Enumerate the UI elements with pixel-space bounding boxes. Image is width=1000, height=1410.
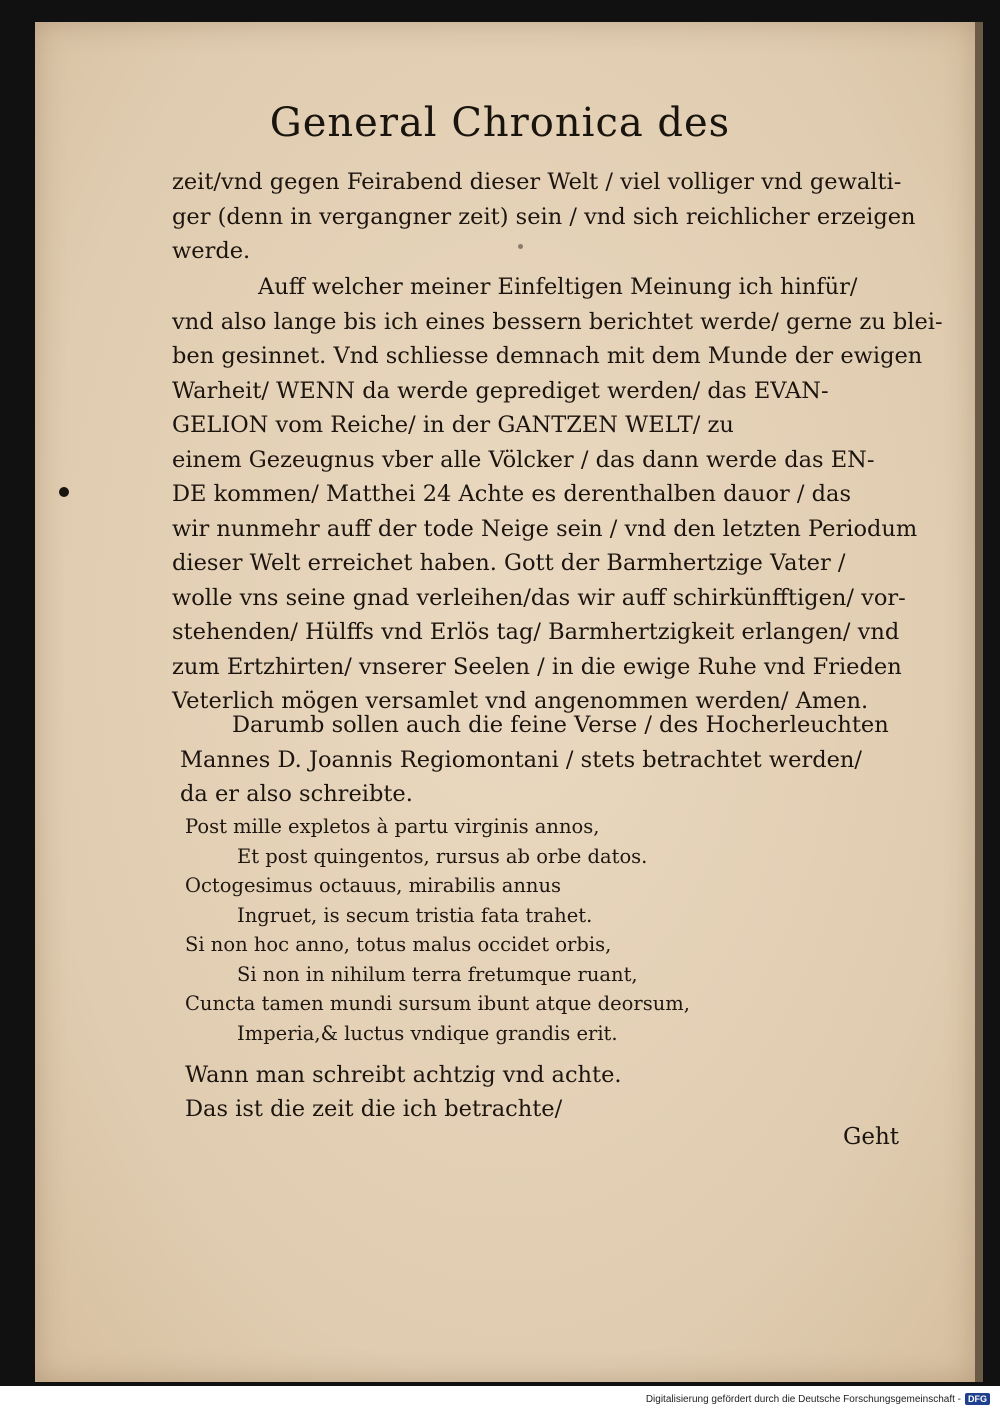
catchword: Geht — [843, 1124, 900, 1150]
text-line: Darumb sollen auch die feine Verse / des Hocherleuchten — [232, 712, 889, 738]
verse-line: Post mille expletos à partu virginis annos, — [185, 815, 600, 838]
text-line: vnd also lange bis ich eines bessern berichtet werde/ gerne zu blei- — [172, 308, 943, 335]
verse-line: Si non in nihilum terra fretumque ruant, — [237, 962, 638, 986]
text-line: Auff welcher meiner Einfeltigen Meinung ich hinfür/ — [258, 274, 858, 300]
text-line: Veterlich mögen versamlet vnd angenommen werden/ Amen. — [172, 688, 869, 714]
text-line: ger (denn in vergangner zeit) sein / vnd sich reichlicher erzeigen — [172, 203, 916, 230]
text-line: wir nunmehr auff der tode Neige sein / vnd den letzten Periodum — [172, 515, 918, 542]
verse-line: Si non hoc anno, totus malus occidet orbis, — [185, 933, 612, 956]
text-line: GELION vom Reiche/ in der GANTZEN WELT/ zu — [172, 412, 734, 438]
text-line: Warheit/ WENN da werde geprediget werden/ das EVAN- — [172, 377, 829, 404]
text-line: einem Gezeugnus vber alle Völcker / das dann werde das EN- — [172, 446, 875, 473]
binding-hole — [59, 487, 69, 497]
footer-text: Digitalisierung gefördert durch die Deutsche Forschungsgemeinschaft - — [645, 1393, 961, 1405]
text-line: zeit/vnd gegen Feirabend dieser Welt / viel volliger vnd gewalti- — [172, 169, 902, 195]
text-line: DE kommen/ Matthei 24 Achte es derenthalben dauor / das — [172, 481, 851, 507]
verse-line: Octogesimus octauus, mirabilis annus — [185, 874, 562, 897]
text-line: da er also schreibte. — [180, 781, 413, 807]
verse-line: Ingruet, is secum tristia fata trahet. — [237, 903, 593, 927]
paragraph-2 — [172, 270, 943, 719]
text-line: wolle vns seine gnad verleihen/das wir auff schirkünfftigen/ vor- — [172, 584, 906, 611]
running-header: General Chronica des — [269, 100, 731, 146]
page-edge — [975, 22, 983, 1382]
text-line: ben gesinnet. Vnd schliesse demnach mit dem Munde der ewigen — [172, 343, 923, 369]
text-line: zum Ertzhirten/ vnserer Seelen / in die ewige Ruhe vnd Frieden — [172, 653, 902, 680]
verse-line: Imperia,& luctus vndique grandis erit. — [237, 1021, 618, 1045]
text-line: Das ist die zeit die ich betrachte/ — [185, 1096, 563, 1122]
dfg-logo-icon[interactable]: DFG — [965, 1393, 990, 1405]
text-line: dieser Welt erreichet haben. Gott der Barmhertzige Vater / — [172, 550, 846, 576]
text-line: Wann man schreibt achtzig vnd achte. — [185, 1062, 622, 1088]
latin-verse — [185, 812, 690, 1048]
paragraph-1 — [172, 165, 916, 269]
text-line: werde. — [172, 238, 251, 264]
closing-couplet — [185, 1058, 622, 1126]
verse-line: Et post quingentos, rursus ab orbe datos. — [237, 844, 648, 868]
text-line: Mannes D. Joannis Regiomontani / stets betrachtet werden/ — [180, 746, 862, 773]
paragraph-3 — [180, 708, 889, 812]
text-line: stehenden/ Hülffs vnd Erlös tag/ Barmhertzigkeit erlangen/ vnd — [172, 619, 900, 645]
verse-line: Cuncta tamen mundi sursum ibunt atque deorsum, — [185, 992, 690, 1015]
funding-footer — [646, 1393, 990, 1405]
